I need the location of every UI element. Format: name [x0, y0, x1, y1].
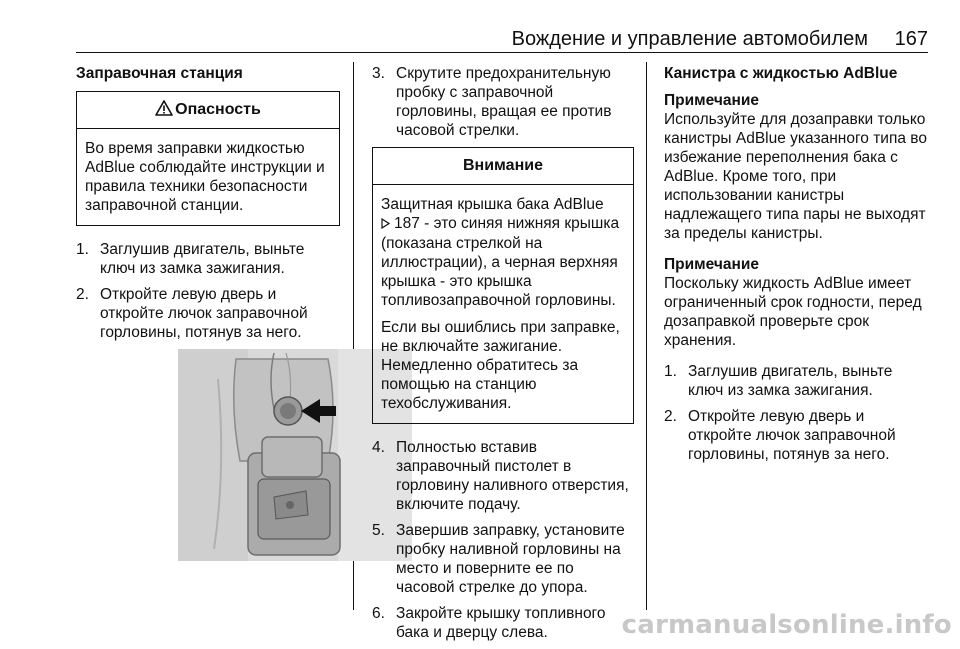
note-title: Примечание	[664, 256, 759, 273]
steps-list-middle-top	[372, 64, 634, 140]
step-number: 5.	[372, 522, 385, 539]
danger-box-text: Во время заправки жидкостью AdBlue соблюдайте инструкции и правила техники безопасности заправочной станции.	[85, 140, 325, 214]
step-number: 6.	[372, 605, 385, 622]
header-rule	[76, 52, 928, 53]
list-item	[372, 438, 634, 514]
notice-para-1	[381, 195, 627, 310]
step-text: Закройте крышку топливного бака и дверцу слева.	[396, 605, 606, 641]
section-title-station: Заправочная станция	[76, 65, 243, 82]
danger-box-header	[77, 92, 339, 129]
step-text: Откройте левую дверь и откройте лючок заправочной горловины, потянув за него.	[100, 286, 308, 341]
step-number: 2.	[76, 286, 89, 303]
middle-column	[372, 64, 634, 649]
step-number: 3.	[372, 65, 385, 82]
step-number: 1.	[664, 363, 677, 380]
page-number: 167	[894, 28, 928, 50]
note-text: Используйте для дозаправки только канистры AdBlue указанного типа во избежание переполнения бака с AdBlue. Кроме того, при использовании канистры надлежащего типа пары не выходят за пределы канистры.	[664, 111, 927, 242]
step-number: 2.	[664, 408, 677, 425]
list-item	[372, 521, 634, 597]
header-title: Вождение и управление автомобилем	[511, 28, 868, 50]
step-number: 1.	[76, 241, 89, 258]
watermark: carmanualsonline.info	[621, 610, 952, 640]
step-text: Скрутите предохранительную пробку с заправочной горловины, вращая ее против часовой стрелки.	[396, 65, 612, 139]
list-item	[76, 240, 340, 278]
left-column	[76, 64, 340, 561]
danger-box	[76, 91, 340, 226]
steps-list-right	[664, 362, 932, 464]
step-text: Полностью вставив заправочный пистолет в горловину наливного отверстия, включите подачу.	[396, 439, 629, 513]
notice-para-1-post: 187 - это синяя нижняя крышка (показана стрелкой на иллюстрации), а черная верхняя крышка - это крышка топливозаправочной горловины.	[381, 215, 620, 309]
notice-box	[372, 147, 634, 424]
page-header	[76, 28, 928, 48]
note-1	[664, 91, 932, 243]
steps-list-left	[76, 240, 340, 342]
list-item	[76, 285, 340, 342]
danger-box-title: Опасность	[175, 101, 261, 118]
notice-para-2: Если вы ошиблись при заправке, не включайте зажигание. Немедленно обратитесь за помощью на станцию техобслуживания.	[381, 319, 620, 412]
step-text: Откройте левую дверь и откройте лючок заправочной горловины, потянув за него.	[688, 408, 896, 463]
step-text: Заглушив двигатель, выньте ключ из замка зажигания.	[100, 241, 305, 277]
step-text: Заглушив двигатель, выньте ключ из замка зажигания.	[688, 363, 893, 399]
warning-triangle-icon	[155, 94, 173, 130]
section-title-canister: Канистра с жидкостью AdBlue	[664, 65, 898, 82]
danger-box-body	[77, 129, 339, 225]
play-outline-icon[interactable]	[381, 215, 390, 234]
note-text: Поскольку жидкость AdBlue имеет ограниченный срок годности, перед дозаправкой проверьте срок хранения.	[664, 275, 922, 349]
notice-box-body	[373, 185, 633, 423]
steps-list-middle-bottom	[372, 438, 634, 642]
list-item	[664, 362, 932, 400]
note-title: Примечание	[664, 92, 759, 109]
list-item	[372, 604, 634, 642]
list-item	[372, 64, 634, 140]
list-item	[664, 407, 932, 464]
step-number: 4.	[372, 439, 385, 456]
column-divider-2	[646, 62, 647, 610]
notice-box-header: Внимание	[373, 148, 633, 185]
notice-para-1-pre: Защитная крышка бака AdBlue	[381, 196, 604, 213]
right-column	[664, 64, 932, 471]
step-text: Завершив заправку, установите пробку наливной горловины на место и поверните ее по часовой стрелке до упора.	[396, 522, 625, 596]
note-2	[664, 255, 932, 350]
